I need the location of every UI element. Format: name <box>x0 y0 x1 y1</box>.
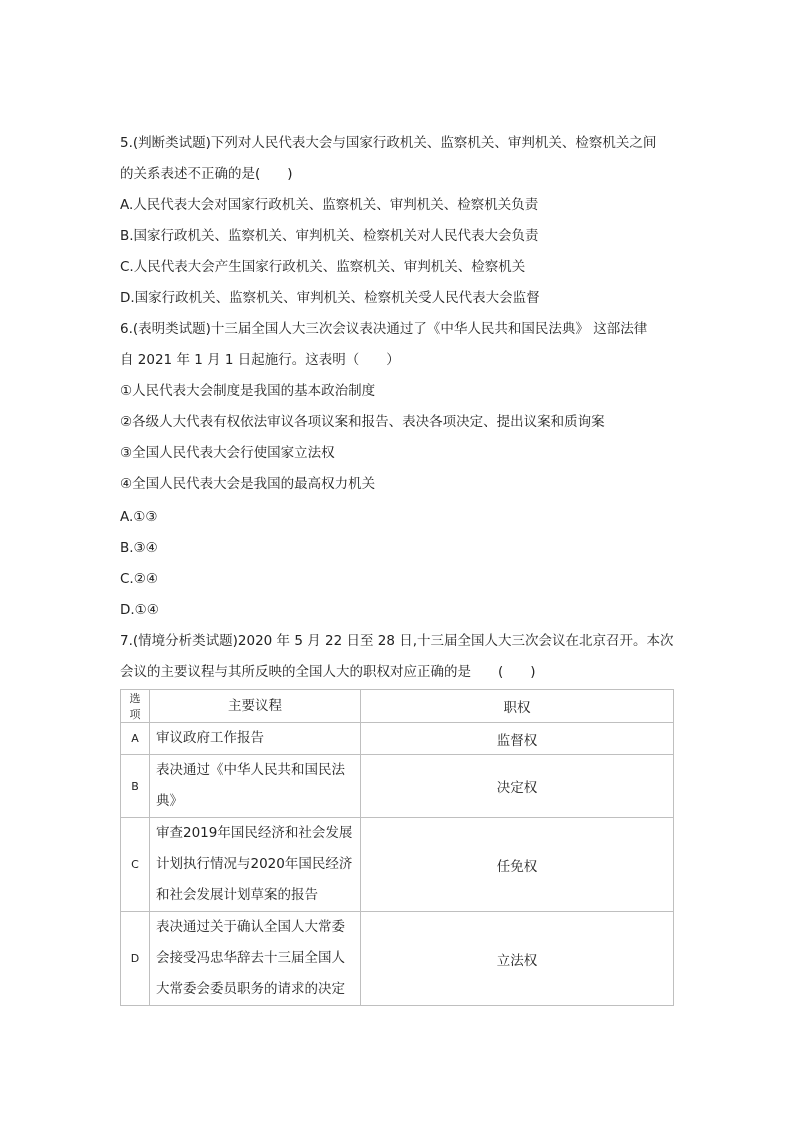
q5-stem-line-1: 5.(判断类试题)下列对人民代表大会与国家行政机关、监察机关、审判机关、检察机关之间 <box>120 135 657 151</box>
row-option: B <box>121 755 150 818</box>
header-agenda: 主要议程 <box>150 690 361 723</box>
agenda-line: 大常委会委员职务的请求的决定 <box>156 981 345 997</box>
agenda-line: 典》 <box>156 793 183 809</box>
row-power: 监督权 <box>361 723 674 755</box>
q7-stem-line-1: 7.(情境分析类试题)2020 年 5 月 22 日至 28 日,十三届全国人大三次会议在北京召开。本次 <box>120 633 674 649</box>
row-agenda <box>150 723 361 755</box>
table-row <box>121 818 674 912</box>
q5-stem-line-2: 的关系表述不正确的是( ) <box>120 166 293 182</box>
header-power: 职权 <box>361 690 674 723</box>
agenda-line: 表决通过关于确认全国人大常委 <box>156 919 345 935</box>
table-row <box>121 912 674 1006</box>
q6-option-d: D.①④ <box>120 602 159 618</box>
row-agenda <box>150 818 361 912</box>
q6-option-a: A.①③ <box>120 509 158 525</box>
row-option: D <box>121 912 150 1006</box>
q6-statement-1: ①人民代表大会制度是我国的基本政治制度 <box>120 383 376 399</box>
agenda-line: 会接受冯忠华辞去十三届全国人 <box>156 950 345 966</box>
agenda-line: 计划执行情况与2020年国民经济 <box>156 856 353 872</box>
row-power: 任免权 <box>361 818 674 912</box>
table-row <box>121 755 674 818</box>
q7-table <box>120 689 674 1006</box>
q6-stem-line-1: 6.(表明类试题)十三届全国人大三次会议表决通过了《中华人民共和国民法典》 这部法律 <box>120 321 648 337</box>
table-row <box>121 723 674 755</box>
row-option: C <box>121 818 150 912</box>
q6-option-b: B.③④ <box>120 540 158 556</box>
q6-statement-4: ④全国人民代表大会是我国的最高权力机关 <box>120 476 376 492</box>
q5-option-c: C.人民代表大会产生国家行政机关、监察机关、审判机关、检察机关 <box>120 259 526 275</box>
agenda-line: 表决通过《中华人民共和国民法 <box>156 762 345 778</box>
q6-statement-2: ②各级人大代表有权依法审议各项议案和报告、表决各项决定、提出议案和质询案 <box>120 414 605 430</box>
agenda-line: 和社会发展计划草案的报告 <box>156 887 318 903</box>
row-option: A <box>121 723 150 755</box>
q7-stem-line-2: 会议的主要议程与其所反映的全国人大的职权对应正确的是 ( ) <box>120 664 536 680</box>
q5-option-b: B.国家行政机关、监察机关、审判机关、检察机关对人民代表大会负责 <box>120 228 539 244</box>
q5-option-a: A.人民代表大会对国家行政机关、监察机关、审判机关、检察机关负责 <box>120 197 539 213</box>
agenda-line: 审查2019年国民经济和社会发展 <box>156 825 353 841</box>
q6-statement-3: ③全国人民代表大会行使国家立法权 <box>120 445 335 461</box>
row-power: 立法权 <box>361 912 674 1006</box>
q5-option-d: D.国家行政机关、监察机关、审判机关、检察机关受人民代表大会监督 <box>120 290 540 306</box>
row-agenda <box>150 755 361 818</box>
agenda-line: 审议政府工作报告 <box>156 730 264 746</box>
row-agenda <box>150 912 361 1006</box>
header-option: 选项 <box>121 690 150 723</box>
table-header-row <box>121 690 674 723</box>
q6-option-c: C.②④ <box>120 571 158 587</box>
row-power: 决定权 <box>361 755 674 818</box>
q6-stem-line-2: 自 2021 年 1 月 1 日起施行。这表明（ ） <box>120 352 400 368</box>
